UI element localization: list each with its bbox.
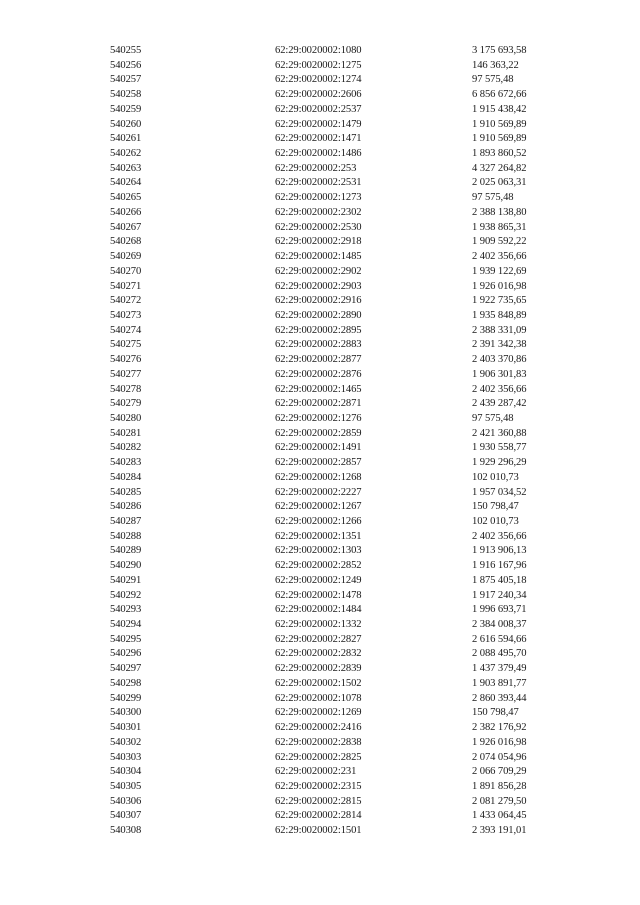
cadastral-value: 2 616 594,66 xyxy=(472,633,527,645)
cadastral-number: 62:29:0020002:1273 xyxy=(275,192,362,204)
cadastral-number: 62:29:0020002:2839 xyxy=(275,663,362,675)
cadastral-number: 62:29:0020002:1080 xyxy=(275,45,362,56)
cadastral-number: 62:29:0020002:2814 xyxy=(275,810,362,822)
table-row xyxy=(0,530,640,545)
cadastral-number: 62:29:0020002:2537 xyxy=(275,103,362,115)
cadastral-number: 62:29:0020002:2895 xyxy=(275,324,362,336)
cadastral-value: 2 391 342,38 xyxy=(472,339,527,351)
row-number: 540278 xyxy=(110,383,142,395)
table-row xyxy=(0,471,640,486)
table-row xyxy=(0,824,640,839)
cadastral-value: 1 433 064,45 xyxy=(472,810,527,822)
row-number: 540282 xyxy=(110,442,142,454)
cadastral-value: 2 402 356,66 xyxy=(472,251,527,263)
cadastral-number: 62:29:0020002:1501 xyxy=(275,825,362,837)
table-row xyxy=(0,294,640,309)
row-number: 540283 xyxy=(110,457,142,469)
table-row xyxy=(0,265,640,280)
cadastral-number: 62:29:0020002:2890 xyxy=(275,309,362,321)
table-row xyxy=(0,809,640,824)
row-number: 540290 xyxy=(110,560,142,572)
row-number: 540277 xyxy=(110,368,142,380)
table-row xyxy=(0,544,640,559)
cadastral-value: 4 327 264,82 xyxy=(472,162,527,174)
cadastral-value: 1 926 016,98 xyxy=(472,736,527,748)
row-number: 540291 xyxy=(110,574,142,586)
row-number: 540301 xyxy=(110,722,142,734)
cadastral-number: 62:29:0020002:2302 xyxy=(275,206,362,218)
cadastral-value: 1 935 848,89 xyxy=(472,309,527,321)
cadastral-number: 62:29:0020002:1491 xyxy=(275,442,362,454)
row-number: 540287 xyxy=(110,516,142,527)
row-number: 540272 xyxy=(110,295,142,307)
cadastral-value: 97 575,48 xyxy=(472,412,514,424)
cadastral-value: 2 066 709,29 xyxy=(472,766,527,778)
row-number: 540288 xyxy=(110,530,142,542)
cadastral-value: 1 910 569,89 xyxy=(472,118,527,130)
cadastral-value: 1 875 405,18 xyxy=(472,574,527,586)
row-number: 540258 xyxy=(110,89,142,101)
cadastral-value: 1 930 558,77 xyxy=(472,442,527,454)
table-row xyxy=(0,736,640,751)
row-number: 540305 xyxy=(110,780,142,792)
row-number: 540281 xyxy=(110,427,142,439)
table-row xyxy=(0,751,640,766)
cadastral-number: 62:29:0020002:2815 xyxy=(275,795,362,807)
cadastral-number: 62:29:0020002:2871 xyxy=(275,398,362,410)
table-row xyxy=(0,397,640,412)
cadastral-number: 62:29:0020002:1479 xyxy=(275,118,362,130)
row-number: 540293 xyxy=(110,604,142,616)
table-row xyxy=(0,633,640,648)
cadastral-value: 1 916 167,96 xyxy=(472,560,527,572)
cadastral-number: 62:29:0020002:2852 xyxy=(275,560,362,572)
table-row xyxy=(0,368,640,383)
table-row xyxy=(0,250,640,265)
table-row xyxy=(0,73,640,88)
row-number: 540274 xyxy=(110,324,142,336)
table-row xyxy=(0,147,640,162)
table-row xyxy=(0,59,640,74)
cadastral-value: 2 439 287,42 xyxy=(472,398,527,410)
table-row xyxy=(0,280,640,295)
table-row xyxy=(0,324,640,339)
row-number: 540307 xyxy=(110,810,142,822)
cadastral-number: 62:29:0020002:2530 xyxy=(275,221,362,233)
cadastral-number: 62:29:0020002:1268 xyxy=(275,471,362,483)
cadastral-number: 62:29:0020002:1332 xyxy=(275,619,362,631)
row-number: 540270 xyxy=(110,265,142,277)
row-number: 540263 xyxy=(110,162,142,174)
cadastral-value: 1 913 906,13 xyxy=(472,545,527,557)
row-number: 540298 xyxy=(110,677,142,689)
cadastral-value: 97 575,48 xyxy=(472,74,514,86)
cadastral-value: 2 388 331,09 xyxy=(472,324,527,336)
cadastral-value: 1 926 016,98 xyxy=(472,280,527,292)
cadastral-value: 1 929 296,29 xyxy=(472,457,527,469)
row-number: 540295 xyxy=(110,633,142,645)
table-row xyxy=(0,515,640,530)
cadastral-value: 102 010,73 xyxy=(472,516,519,527)
cadastral-number: 62:29:0020002:2902 xyxy=(275,265,362,277)
cadastral-value: 2 088 495,70 xyxy=(472,648,527,660)
table-row xyxy=(0,618,640,633)
cadastral-number: 62:29:0020002:2838 xyxy=(275,736,362,748)
cadastral-number: 62:29:0020002:1303 xyxy=(275,545,362,557)
cadastral-number: 62:29:0020002:2876 xyxy=(275,368,362,380)
cadastral-value: 1 957 034,52 xyxy=(472,486,527,498)
table-row xyxy=(0,338,640,353)
cadastral-number: 62:29:0020002:231 xyxy=(275,766,357,778)
cadastral-value: 2 403 370,86 xyxy=(472,354,527,366)
table-row xyxy=(0,780,640,795)
cadastral-value: 2 393 191,01 xyxy=(472,825,527,837)
table-row xyxy=(0,383,640,398)
row-number: 540256 xyxy=(110,59,142,71)
row-number: 540265 xyxy=(110,192,142,204)
cadastral-value: 1 903 891,77 xyxy=(472,677,527,689)
table-row xyxy=(0,206,640,221)
cadastral-number: 62:29:0020002:1274 xyxy=(275,74,362,86)
cadastral-number: 62:29:0020002:1502 xyxy=(275,677,362,689)
cadastral-value: 1 891 856,28 xyxy=(472,780,527,792)
row-number: 540280 xyxy=(110,412,142,424)
table-row xyxy=(0,559,640,574)
cadastral-number: 62:29:0020002:2227 xyxy=(275,486,362,498)
table-row xyxy=(0,677,640,692)
cadastral-value: 2 074 054,96 xyxy=(472,751,527,763)
table-row xyxy=(0,353,640,368)
table-row xyxy=(0,486,640,501)
cadastral-number: 62:29:0020002:1275 xyxy=(275,59,362,71)
table-row xyxy=(0,309,640,324)
cadastral-number: 62:29:0020002:2825 xyxy=(275,751,362,763)
cadastral-value: 1 915 438,42 xyxy=(472,103,527,115)
cadastral-value: 2 025 063,31 xyxy=(472,177,527,189)
table-row xyxy=(0,412,640,427)
cadastral-number: 62:29:0020002:2531 xyxy=(275,177,362,189)
cadastral-number: 62:29:0020002:1266 xyxy=(275,516,362,527)
cadastral-value: 1 939 122,69 xyxy=(472,265,527,277)
cadastral-number: 62:29:0020002:1078 xyxy=(275,692,362,704)
row-number: 540292 xyxy=(110,589,142,601)
cadastral-number: 62:29:0020002:1276 xyxy=(275,412,362,424)
cadastral-number: 62:29:0020002:2857 xyxy=(275,457,362,469)
cadastral-value: 102 010,73 xyxy=(472,471,519,483)
cadastral-number: 62:29:0020002:1249 xyxy=(275,574,362,586)
cadastral-number: 62:29:0020002:1269 xyxy=(275,707,362,719)
cadastral-value: 2 402 356,66 xyxy=(472,383,527,395)
cadastral-number: 62:29:0020002:2859 xyxy=(275,427,362,439)
cadastral-number: 62:29:0020002:2877 xyxy=(275,354,362,366)
table-row xyxy=(0,103,640,118)
row-number: 540259 xyxy=(110,103,142,115)
cadastral-value: 1 909 592,22 xyxy=(472,236,527,248)
table-row xyxy=(0,589,640,604)
row-number: 540286 xyxy=(110,501,142,513)
cadastral-number: 62:29:0020002:1485 xyxy=(275,251,362,263)
row-number: 540289 xyxy=(110,545,142,557)
cadastral-value-table xyxy=(0,44,640,839)
cadastral-value: 150 798,47 xyxy=(472,707,519,719)
table-row xyxy=(0,118,640,133)
cadastral-number: 62:29:0020002:253 xyxy=(275,162,357,174)
cadastral-value: 2 382 176,92 xyxy=(472,722,527,734)
row-number: 540262 xyxy=(110,148,142,160)
cadastral-value: 2 860 393,44 xyxy=(472,692,527,704)
row-number: 540299 xyxy=(110,692,142,704)
cadastral-value: 150 798,47 xyxy=(472,501,519,513)
table-row xyxy=(0,647,640,662)
cadastral-number: 62:29:0020002:1486 xyxy=(275,148,362,160)
cadastral-number: 62:29:0020002:1478 xyxy=(275,589,362,601)
cadastral-value: 2 402 356,66 xyxy=(472,530,527,542)
row-number: 540302 xyxy=(110,736,142,748)
table-row xyxy=(0,721,640,736)
cadastral-value: 1 938 865,31 xyxy=(472,221,527,233)
cadastral-value: 2 384 008,37 xyxy=(472,619,527,631)
table-row xyxy=(0,221,640,236)
row-number: 540308 xyxy=(110,825,142,837)
row-number: 540304 xyxy=(110,766,142,778)
row-number: 540279 xyxy=(110,398,142,410)
row-number: 540284 xyxy=(110,471,142,483)
table-row xyxy=(0,500,640,515)
row-number: 540264 xyxy=(110,177,142,189)
cadastral-number: 62:29:0020002:1471 xyxy=(275,133,362,145)
table-row xyxy=(0,603,640,618)
row-number: 540294 xyxy=(110,619,142,631)
cadastral-number: 62:29:0020002:2832 xyxy=(275,648,362,660)
table-row xyxy=(0,427,640,442)
row-number: 540257 xyxy=(110,74,142,86)
cadastral-number: 62:29:0020002:2315 xyxy=(275,780,362,792)
table-row xyxy=(0,132,640,147)
cadastral-value: 1 917 240,34 xyxy=(472,589,527,601)
cadastral-number: 62:29:0020002:2903 xyxy=(275,280,362,292)
table-row xyxy=(0,191,640,206)
table-row xyxy=(0,176,640,191)
table-row xyxy=(0,456,640,471)
table-row xyxy=(0,765,640,780)
cadastral-number: 62:29:0020002:1351 xyxy=(275,530,362,542)
row-number: 540275 xyxy=(110,339,142,351)
cadastral-value: 1 437 379,49 xyxy=(472,663,527,675)
row-number: 540300 xyxy=(110,707,142,719)
row-number: 540260 xyxy=(110,118,142,130)
row-number: 540268 xyxy=(110,236,142,248)
table-row xyxy=(0,574,640,589)
cadastral-number: 62:29:0020002:2606 xyxy=(275,89,362,101)
cadastral-value: 1 996 693,71 xyxy=(472,604,527,616)
table-row xyxy=(0,88,640,103)
table-row xyxy=(0,441,640,456)
cadastral-number: 62:29:0020002:1465 xyxy=(275,383,362,395)
table-row xyxy=(0,162,640,177)
cadastral-value: 1 906 301,83 xyxy=(472,368,527,380)
cadastral-number: 62:29:0020002:2918 xyxy=(275,236,362,248)
cadastral-value: 3 175 693,58 xyxy=(472,45,527,56)
cadastral-number: 62:29:0020002:1267 xyxy=(275,501,362,513)
cadastral-number: 62:29:0020002:2416 xyxy=(275,722,362,734)
table-row xyxy=(0,692,640,707)
row-number: 540255 xyxy=(110,45,142,56)
row-number: 540297 xyxy=(110,663,142,675)
table-row xyxy=(0,44,640,59)
cadastral-value: 2 081 279,50 xyxy=(472,795,527,807)
row-number: 540266 xyxy=(110,206,142,218)
cadastral-value: 2 421 360,88 xyxy=(472,427,527,439)
row-number: 540271 xyxy=(110,280,142,292)
row-number: 540303 xyxy=(110,751,142,763)
cadastral-value: 1 910 569,89 xyxy=(472,133,527,145)
table-row xyxy=(0,235,640,250)
cadastral-number: 62:29:0020002:1484 xyxy=(275,604,362,616)
row-number: 540273 xyxy=(110,309,142,321)
row-number: 540269 xyxy=(110,251,142,263)
row-number: 540296 xyxy=(110,648,142,660)
table-row xyxy=(0,706,640,721)
cadastral-value: 97 575,48 xyxy=(472,192,514,204)
row-number: 540276 xyxy=(110,354,142,366)
cadastral-number: 62:29:0020002:2916 xyxy=(275,295,362,307)
row-number: 540285 xyxy=(110,486,142,498)
cadastral-value: 1 893 860,52 xyxy=(472,148,527,160)
cadastral-value: 2 388 138,80 xyxy=(472,206,527,218)
row-number: 540306 xyxy=(110,795,142,807)
row-number: 540267 xyxy=(110,221,142,233)
cadastral-value: 6 856 672,66 xyxy=(472,89,527,101)
cadastral-value: 1 922 735,65 xyxy=(472,295,527,307)
table-row xyxy=(0,662,640,677)
table-row xyxy=(0,795,640,810)
cadastral-number: 62:29:0020002:2883 xyxy=(275,339,362,351)
cadastral-value: 146 363,22 xyxy=(472,59,519,71)
row-number: 540261 xyxy=(110,133,142,145)
cadastral-number: 62:29:0020002:2827 xyxy=(275,633,362,645)
